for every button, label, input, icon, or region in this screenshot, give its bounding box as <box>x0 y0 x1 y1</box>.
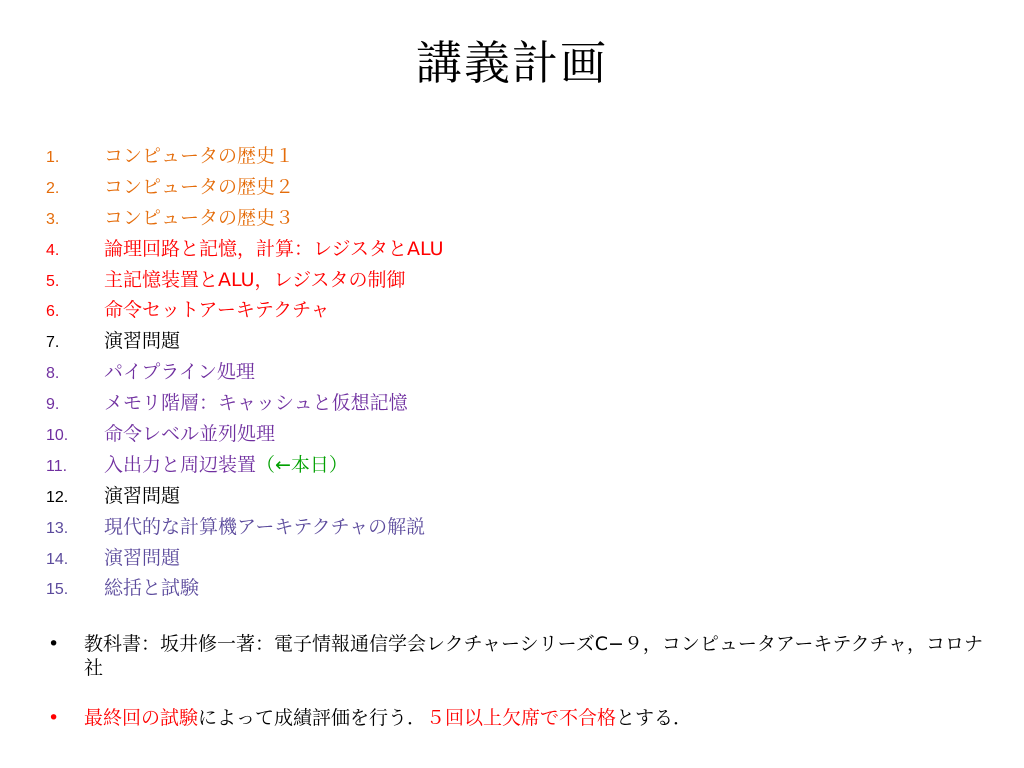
syllabus-item <box>46 265 444 296</box>
syllabus-item-label: パイプライン処理 <box>104 361 255 384</box>
exam-absence-rule: ５回以上欠席で不合格 <box>426 707 617 729</box>
syllabus-item-number: 5. <box>46 272 60 290</box>
syllabus-item-number: 7. <box>46 334 60 352</box>
syllabus-item-number: 2. <box>46 179 60 197</box>
syllabus-item-number: 14. <box>46 550 69 568</box>
syllabus-item-label: 命令セットアーキテクチャ <box>104 299 330 322</box>
syllabus-item-label: コンピュータの歴史３ <box>104 206 295 229</box>
syllabus-item-number: 4. <box>46 241 60 259</box>
syllabus-item-label: 演習問題 <box>104 546 181 569</box>
syllabus-item-number: 8. <box>46 365 60 383</box>
syllabus-item <box>46 172 444 203</box>
syllabus-item <box>46 419 444 450</box>
syllabus-item-label: 主記憶装置とALU，レジスタの制御 <box>104 268 406 291</box>
syllabus-item-label: 演習問題 <box>104 484 181 507</box>
syllabus-item-number: 10. <box>46 427 69 445</box>
exam-final-test: 最終回の試験 <box>84 707 199 729</box>
textbook-text: 教科書：坂井修一著：電子情報通信学会レクチャーシリーズC−９，コンピュータアーキテクチャ，コロナ社 <box>84 633 984 679</box>
syllabus-item-number: 1. <box>46 149 60 166</box>
current-lecture-marker: （←本日） <box>256 453 348 476</box>
syllabus-item <box>46 543 444 574</box>
syllabus-item-number: 9. <box>46 396 60 414</box>
syllabus-item-number: 11. <box>46 457 68 475</box>
syllabus-list <box>46 141 444 604</box>
syllabus-item <box>46 573 444 604</box>
syllabus-item <box>46 512 444 543</box>
syllabus-item <box>46 203 444 234</box>
syllabus-item <box>46 450 444 481</box>
slide-title: 講義計画 <box>416 36 608 90</box>
syllabus-item-label: 入出力と周辺装置 <box>104 453 257 476</box>
syllabus-item-label: メモリ階層：キャッシュと仮想記憶 <box>104 392 408 415</box>
syllabus-item-number: 12. <box>46 488 69 506</box>
syllabus-item <box>46 234 444 265</box>
bullet-dot: • <box>48 707 60 729</box>
syllabus-item <box>46 481 444 512</box>
syllabus-item-label: 命令レベル並列処理 <box>104 423 276 446</box>
exam-end-text: とする． <box>616 707 693 729</box>
syllabus-item-label: 現代的な計算機アーキテクチャの解説 <box>104 515 426 538</box>
syllabus-item-label: 総括と試験 <box>104 577 200 600</box>
syllabus-item-number: 3. <box>46 210 60 228</box>
exam-grading-text: によって成績評価を行う． <box>198 707 427 729</box>
bullet-dot: • <box>48 633 60 655</box>
textbook-bullet <box>46 632 986 680</box>
exam-bullet <box>46 706 986 730</box>
syllabus-item-number: 13. <box>46 519 69 537</box>
syllabus-item-label: コンピュータの歴史１ <box>104 145 295 167</box>
syllabus-item <box>46 388 444 419</box>
syllabus-item-number: 15. <box>46 581 69 599</box>
notes <box>46 632 986 730</box>
syllabus-item <box>46 326 444 357</box>
syllabus-item-label: 論理回路と記憶，計算：レジスタとALU <box>104 237 444 260</box>
syllabus-item <box>46 141 444 172</box>
syllabus-item-label: コンピュータの歴史２ <box>104 175 295 198</box>
syllabus-item-label: 演習問題 <box>104 330 181 353</box>
syllabus-item <box>46 295 444 326</box>
syllabus-item <box>46 357 444 388</box>
syllabus-item-number: 6. <box>46 303 60 321</box>
